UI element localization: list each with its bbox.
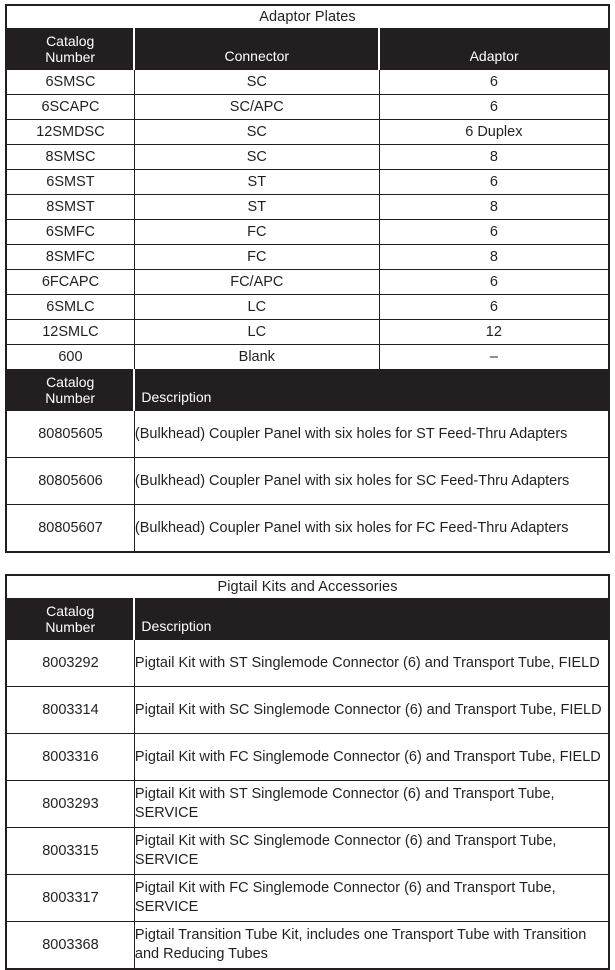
description-text: Pigtail Kit with SC Singlemode Connector (6) and Transport Tube, FIELD: [134, 687, 609, 734]
catalog-number: 6SMFC: [6, 220, 134, 245]
table-title-row: [6, 575, 609, 599]
table-row: [6, 734, 609, 781]
table-row: [6, 687, 609, 734]
catalog-number: 8SMSC: [6, 145, 134, 170]
connector-value: ST: [134, 170, 379, 195]
header-catalog-number: [6, 599, 134, 640]
adaptor-plates-title: Adaptor Plates: [6, 5, 609, 29]
catalog-number: 8003316: [6, 734, 134, 781]
connector-value: FC: [134, 245, 379, 270]
adaptor-value: 12: [379, 320, 609, 345]
catalog-number: 6SMST: [6, 170, 134, 195]
description-text: Pigtail Transition Tube Kit, includes one Transport Tube with Transition and Reducing Tubes: [134, 922, 609, 970]
catalog-number: 6SCAPC: [6, 95, 134, 120]
header-catalog-line1: Catalog: [46, 603, 95, 619]
catalog-number: 8003315: [6, 828, 134, 875]
table-row: [6, 245, 609, 270]
adaptor-plates-table: [5, 4, 610, 553]
table-row: [6, 95, 609, 120]
description-text: (Bulkhead) Coupler Panel with six holes for ST Feed-Thru Adapters: [134, 411, 609, 458]
table-row: [6, 345, 609, 370]
connector-value: SC: [134, 145, 379, 170]
connector-value: SC/APC: [134, 95, 379, 120]
catalog-number: 8003368: [6, 922, 134, 970]
table-row: [6, 170, 609, 195]
table-row: [6, 922, 609, 970]
adaptor-value: 6: [379, 170, 609, 195]
table-row: [6, 875, 609, 922]
catalog-number: 80805605: [6, 411, 134, 458]
table-separator: [5, 553, 610, 574]
table-subheader-row: [6, 370, 609, 411]
table-title-row: [6, 5, 609, 29]
connector-value: SC: [134, 120, 379, 145]
catalog-number: 12SMDSC: [6, 120, 134, 145]
connector-value: ST: [134, 195, 379, 220]
table-row: [6, 828, 609, 875]
subheader-catalog-line2: Number: [45, 390, 96, 406]
description-text: (Bulkhead) Coupler Panel with six holes for SC Feed-Thru Adapters: [134, 458, 609, 505]
table-header-row: [6, 599, 609, 640]
adaptor-value: 8: [379, 245, 609, 270]
catalog-number: 6FCAPC: [6, 270, 134, 295]
table-row: [6, 145, 609, 170]
catalog-number: 8003293: [6, 781, 134, 828]
header-adaptor: Adaptor: [379, 29, 609, 70]
table-row: [6, 295, 609, 320]
catalog-number: 8SMST: [6, 195, 134, 220]
catalog-number: 6SMSC: [6, 70, 134, 95]
connector-value: SC: [134, 70, 379, 95]
header-description: Description: [134, 599, 609, 640]
pigtail-kits-title: Pigtail Kits and Accessories: [6, 575, 609, 599]
table-row: [6, 270, 609, 295]
connector-value: Blank: [134, 345, 379, 370]
catalog-number: 600: [6, 345, 134, 370]
connector-value: FC: [134, 220, 379, 245]
header-catalog-line2: Number: [45, 619, 96, 635]
table-row: [6, 320, 609, 345]
catalog-number: 80805607: [6, 505, 134, 553]
table-row: [6, 458, 609, 505]
connector-value: LC: [134, 295, 379, 320]
header-catalog-line2: Number: [45, 49, 96, 65]
header-catalog-number: [6, 29, 134, 70]
adaptor-value: –: [379, 345, 609, 370]
catalog-number: 8SMFC: [6, 245, 134, 270]
adaptor-value: 6: [379, 295, 609, 320]
table-row: [6, 505, 609, 553]
connector-value: LC: [134, 320, 379, 345]
table-row: [6, 781, 609, 828]
connector-value: FC/APC: [134, 270, 379, 295]
description-text: Pigtail Kit with FC Singlemode Connector (6) and Transport Tube, FIELD: [134, 734, 609, 781]
pigtail-kits-table: [5, 574, 610, 970]
subheader-description: Description: [134, 370, 609, 411]
description-text: Pigtail Kit with SC Singlemode Connector (6) and Transport Tube, SERVICE: [134, 828, 609, 875]
catalog-number: 6SMLC: [6, 295, 134, 320]
description-text: (Bulkhead) Coupler Panel with six holes for FC Feed-Thru Adapters: [134, 505, 609, 553]
table-row: [6, 411, 609, 458]
description-text: Pigtail Kit with FC Singlemode Connector (6) and Transport Tube, SERVICE: [134, 875, 609, 922]
adaptor-value: 6: [379, 70, 609, 95]
table-row: [6, 640, 609, 687]
table-row: [6, 220, 609, 245]
catalog-number: 12SMLC: [6, 320, 134, 345]
header-catalog-line1: Catalog: [46, 33, 95, 49]
table-row: [6, 195, 609, 220]
table-row: [6, 120, 609, 145]
catalog-number: 8003292: [6, 640, 134, 687]
catalog-number: 80805606: [6, 458, 134, 505]
description-text: Pigtail Kit with ST Singlemode Connector (6) and Transport Tube, FIELD: [134, 640, 609, 687]
header-connector: Connector: [134, 29, 379, 70]
adaptor-value: 8: [379, 145, 609, 170]
catalog-number: 8003314: [6, 687, 134, 734]
adaptor-value: 6 Duplex: [379, 120, 609, 145]
adaptor-value: 6: [379, 270, 609, 295]
adaptor-value: 8: [379, 195, 609, 220]
catalog-number: 8003317: [6, 875, 134, 922]
table-header-row: [6, 29, 609, 70]
table-row: [6, 70, 609, 95]
subheader-catalog-line1: Catalog: [46, 374, 95, 390]
adaptor-value: 6: [379, 220, 609, 245]
description-text: Pigtail Kit with ST Singlemode Connector (6) and Transport Tube, SERVICE: [134, 781, 609, 828]
adaptor-value: 6: [379, 95, 609, 120]
subheader-catalog-number: [6, 370, 134, 411]
